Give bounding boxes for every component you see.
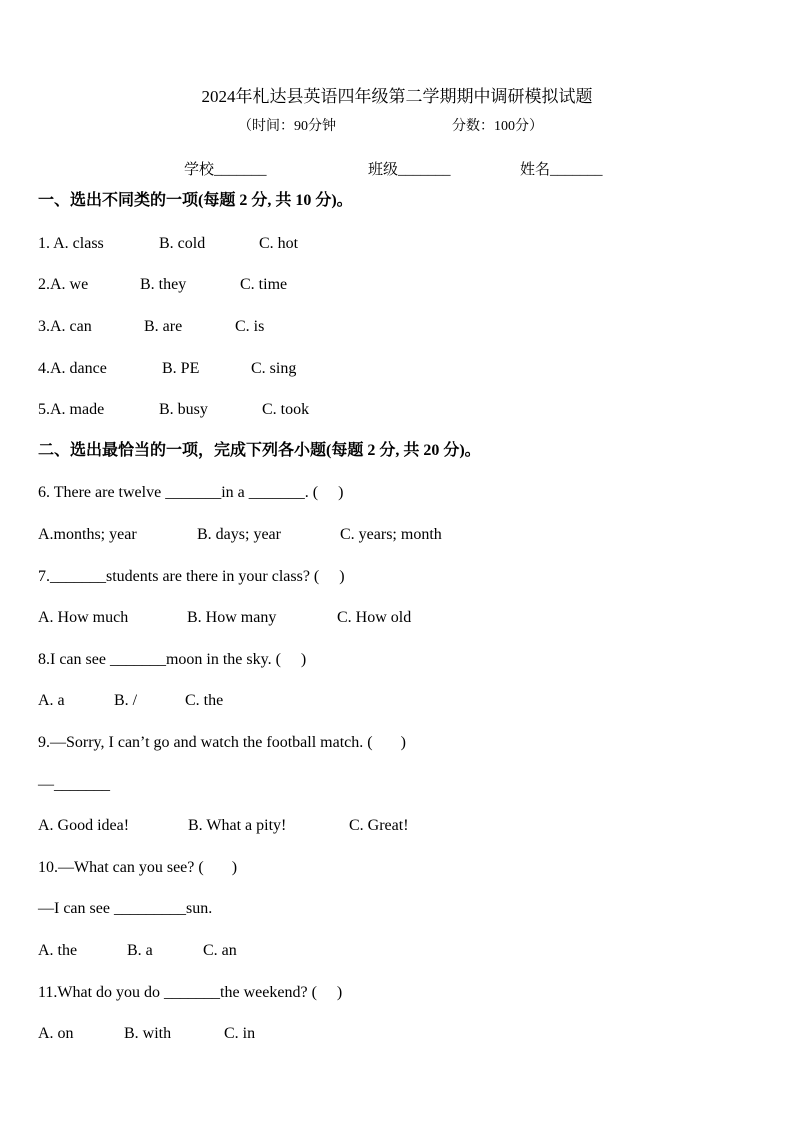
q2-option-c: C. time <box>240 276 288 293</box>
q1-option-b: B. cold <box>159 235 206 252</box>
q4-option-c: C. sing <box>251 360 297 377</box>
q10-option-c: C. an <box>203 942 237 959</box>
q11-option-b: B. with <box>124 1025 172 1042</box>
q1-option-a: 1. A. class <box>38 235 104 252</box>
q11-option-a: A. on <box>38 1025 74 1042</box>
q11-option-c: C. in <box>224 1025 256 1042</box>
q2-option-a: 2.A. we <box>38 276 89 293</box>
q9-option-b: B. What a pity! <box>188 817 287 834</box>
q4-option-a: 4.A. dance <box>38 360 107 377</box>
q2-option-b: B. they <box>140 276 187 293</box>
page-title: 2024年札达县英语四年级第二学期期中调研模拟试题 <box>201 87 593 106</box>
section-1-heading: 一、选出不同类的一项(每题 2 分, 共 10 分)。 <box>38 192 353 209</box>
q3-option-c: C. is <box>235 318 265 335</box>
q7-option-c: C. How old <box>337 609 412 626</box>
exam-score: 分数：100分） <box>452 119 543 134</box>
q3-option-a: 3.A. can <box>38 318 92 335</box>
q7-option-b: B. How many <box>187 609 277 626</box>
q10-stem: 10.—What can you see? ( ) <box>38 859 238 876</box>
q9-stem: 9.—Sorry, I can’t go and watch the football match. ( ) <box>38 734 406 751</box>
q6-option-b: B. days; year <box>197 526 281 543</box>
q10-reply: —I can see _________sun. <box>38 900 213 917</box>
q3-option-b: B. are <box>144 318 183 335</box>
q8-option-b: B. / <box>114 692 138 709</box>
q10-option-b: B. a <box>127 942 153 959</box>
school-field[interactable]: 学校_______ <box>184 162 267 178</box>
q1-option-c: C. hot <box>259 235 299 252</box>
q9-option-c: C. Great! <box>349 817 409 834</box>
name-field[interactable]: 姓名_______ <box>520 162 603 178</box>
q6-option-a: A.months; year <box>38 526 137 543</box>
exam-time: （时间：90分钟 <box>238 119 336 134</box>
q10-option-a: A. the <box>38 942 78 959</box>
q5-option-a: 5.A. made <box>38 401 105 418</box>
q6-stem: 6. There are twelve _______in a _______. ( ) <box>38 484 344 501</box>
q7-option-a: A. How much <box>38 609 129 626</box>
q7-stem: 7._______students are there in your class? ( ) <box>38 568 345 585</box>
q9-reply: —_______ <box>38 776 110 793</box>
q8-option-a: A. a <box>38 692 65 709</box>
q6-option-c: C. years; month <box>340 526 442 543</box>
q4-option-b: B. PE <box>162 360 200 377</box>
class-field[interactable]: 班级_______ <box>368 162 451 178</box>
q5-option-c: C. took <box>262 401 310 418</box>
section-2-heading: 二、选出最恰当的一项，完成下列各小题(每题 2 分, 共 20 分)。 <box>38 442 481 459</box>
q9-option-a: A. Good idea! <box>38 817 130 834</box>
q8-stem: 8.I can see _______moon in the sky. ( ) <box>38 651 307 668</box>
q5-option-b: B. busy <box>159 401 208 418</box>
q11-stem: 11.What do you do _______the weekend? ( ) <box>38 984 343 1001</box>
q8-option-c: C. the <box>185 692 224 709</box>
